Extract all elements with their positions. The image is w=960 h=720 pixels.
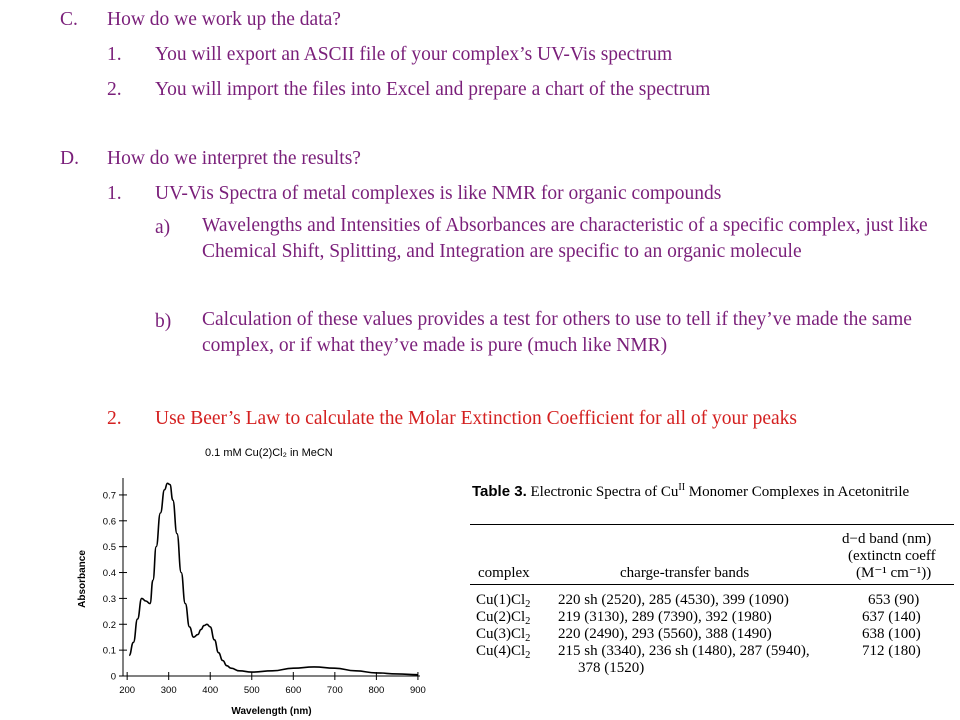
y-tick-label-1: 0.1 (102, 645, 116, 657)
d-sub-b-marker: b) (155, 311, 172, 332)
y-tick-label-7: 0.7 (102, 490, 116, 502)
row-4-charge-transfer: 215 sh (3340), 236 sh (1480), 287 (5940), (558, 643, 810, 659)
x-tick-label-5: 700 (326, 685, 343, 696)
section-c-marker: C. (60, 9, 78, 30)
header-dd-line-3: (M⁻¹ cm⁻¹)) (856, 565, 932, 581)
d-item-1-number: 1. (107, 183, 122, 204)
x-tick-label-7: 900 (409, 685, 426, 696)
row-2-charge-transfer: 219 (3130), 289 (7390), 392 (1980) (558, 609, 772, 625)
table-title-part-1: Electronic Spectra of Cu (526, 484, 679, 500)
c-item-2-text: You will import the files into Excel and prepare a chart of the spectrum (155, 79, 711, 100)
y-tick-label-4: 0.4 (102, 568, 116, 580)
absorbance-spectrum-chart (60, 440, 440, 720)
row-2-dd-band: 637 (140) (862, 609, 921, 625)
row-1-charge-transfer: 220 sh (2520), 285 (4530), 399 (1090) (558, 592, 789, 608)
series-line-0 (129, 483, 418, 674)
row-3-complex: $Cu(3)Cl_2$ (476, 626, 531, 644)
header-charge-transfer: charge-transfer bands (620, 565, 750, 581)
y-tick-label-2: 0.2 (102, 619, 116, 631)
table-top-rule (470, 524, 954, 525)
table-title-part-2: Monomer Complexes in Acetonitrile (685, 484, 910, 500)
table-label: Table 3. (472, 483, 527, 500)
c-item-2-number: 2. (107, 79, 122, 100)
row-1-complex: $Cu(1)Cl_2$ (476, 592, 531, 610)
electronic-spectra-table (470, 478, 960, 720)
row-2-complex: $Cu(2)Cl_2$ (476, 609, 531, 627)
table-title-superscript: II (678, 482, 686, 493)
header-complex: complex (478, 565, 530, 581)
d-sub-b-text: Calculation of these values provides a test for others to use to tell if they’ve made the same complex, or if what they’ve made is pure (much like NMR) (202, 309, 912, 356)
y-tick-label-3: 0.3 (102, 593, 116, 605)
row-1-dd-band: 653 (90) (868, 592, 920, 608)
section-d-heading: How do we interpret the results? (107, 148, 361, 169)
x-tick-label-2: 400 (202, 685, 219, 696)
c-item-1-text: You will export an ASCII file of your complex’s UV-Vis spectrum (155, 44, 673, 65)
y-tick-label-6: 0.6 (102, 516, 116, 528)
x-axis-label: Wavelength (nm) (231, 706, 312, 717)
x-tick-label-3: 500 (243, 685, 260, 696)
x-tick-label-0: 200 (119, 685, 136, 696)
x-tick-label-4: 600 (285, 685, 302, 696)
section-d-marker: D. (60, 148, 79, 169)
d-sub-a-text: Wavelengths and Intensities of Absorbances are characteristic of a specific complex, just like Chemical Shift, Splitting, and Integration are specific to an organic molecule (202, 215, 928, 262)
y-axis-label: Absorbance (77, 550, 88, 608)
row-4-complex: $Cu(4)Cl_2$ (476, 643, 531, 661)
d-item-1-text: UV-Vis Spectra of metal complexes is like NMR for organic compounds (155, 183, 722, 204)
d-item-2-text: Use Beer’s Law to calculate the Molar Extinction Coefficient for all of your peaks (155, 408, 798, 429)
y-tick-label-0: 0 (110, 671, 116, 683)
y-tick-label-5: 0.5 (102, 542, 116, 554)
c-item-1-number: 1. (107, 44, 122, 65)
chart-title: 0.1 mM Cu(2)Cl₂ in MeCN (205, 447, 333, 459)
table-header-rule (470, 584, 954, 585)
row-3-dd-band: 638 (100) (862, 626, 921, 642)
row-4-dd-band: 712 (180) (862, 643, 921, 659)
table-caption (472, 478, 942, 502)
d-sub-a-marker: a) (155, 217, 171, 238)
d-item-2-number: 2. (107, 408, 122, 429)
row-4-charge-transfer-cont: 378 (1520) (578, 660, 645, 676)
header-dd-line-2: (extinctn coeff (848, 548, 936, 564)
row-3-charge-transfer: 220 (2490), 293 (5560), 388 (1490) (558, 626, 772, 642)
section-c-heading: How do we work up the data? (107, 9, 341, 30)
x-tick-label-1: 300 (160, 685, 177, 696)
x-tick-label-6: 800 (368, 685, 385, 696)
header-dd-line-1: d−d band (nm) (842, 531, 932, 547)
